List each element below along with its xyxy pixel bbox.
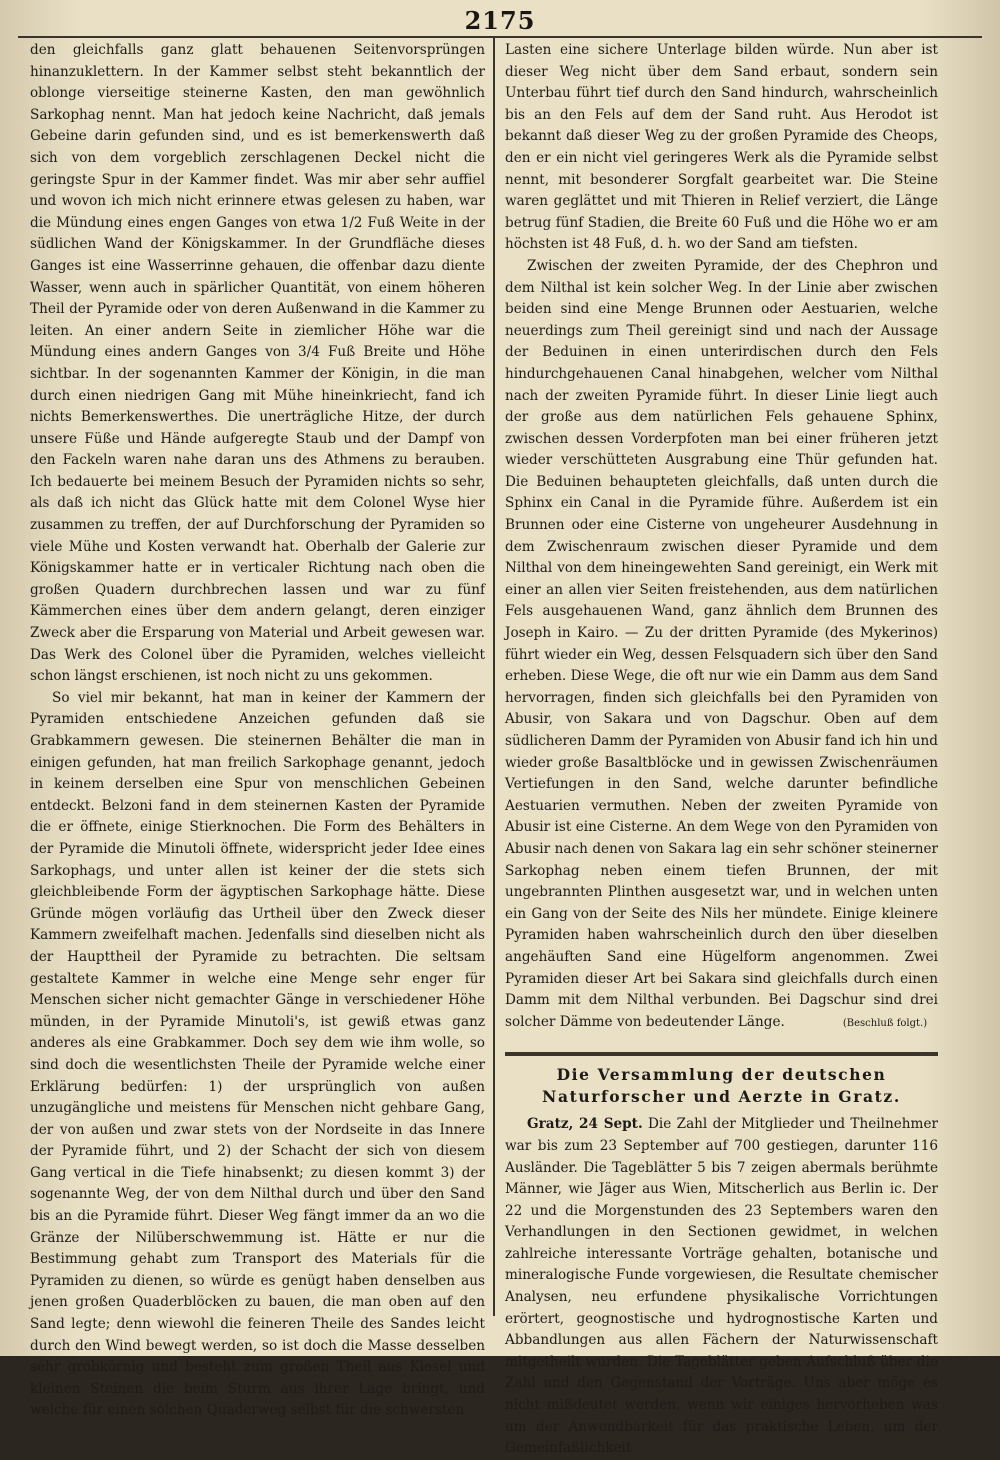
left-paragraph-1: den gleichfalls ganz glatt behauenen Seitenvorsprüngen hinanzuklettern. In der Kammer selbst steht bekanntlich der oblonge vierseitige steinerne Kasten, den man gewöhnlich Sarkophag nennt. Man hat jedoch keine Nachricht, daß jemals Gebeine darin gefunden sind, und es ist bemerkenswerth daß sich von dem vorgeblich zerschlagenen Deckel nicht die geringste Spur in der Kammer findet. Was mir aber sehr auffiel und wovon ich mich nicht erinnere etwas gelesen zu haben, war die Mündung eines engen Ganges von etwa 1/2 Fuß Weite in der südlichen Wand der Königskammer. In der Grundfläche dieses Ganges ist eine Wasserrinne gehauen, die offenbar dazu diente Wasser, wenn auch in spärlicher Quantität, von einem höheren Theil der Pyramide oder von deren Außenwand in die Kammer zu leiten. An einer andern Seite in ziemlicher Höhe war die Mündung eines andern Ganges von 3/4 Fuß Breite und Höhe sichtbar. In der sogenannten Kammer der Königin, in die man durch einen niedrigen Gang mit Mühe hineinkriecht, fand ich nichts Bemerkenswerthes. Die unerträgliche Hitze, der durch unsere Füße und Hände aufgeregte Staub und der Dampf von den Fackeln waren nahe daran uns des Athmens zu berauben. Ich bedauerte bei meinem Besuch der Pyramiden nichts so sehr, als daß ich nicht das Glück hatte mit dem Colonel Wyse hier zusammen zu treffen, der auf Durchforschung der Pyramiden so viele Mühe und Kosten verwandt hat. Oberhalb der Galerie zur Königskammer hatte er in verticaler Richtung nach oben die großen Quadern durchbrechen lassen und war zu fünf Kämmerchen eines über dem andern gelangt, deren einziger Zweck aber die Ersparung von Material und Arbeit gewesen war. Das Werk des Colonel über die Pyramiden, welches vielleicht schon längst erschienen, ist noch nicht zu uns gekommen.: [30, 42, 485, 685]
right-paragraph-2: [505, 256, 938, 1034]
continuation-note: (Beschluß folgt.): [842, 1017, 928, 1029]
right-paragraph-1: Lasten eine sichere Unterlage bilden würde. Nun aber ist dieser Weg nicht über dem Sand erbaut, sondern sein Unterbau führt tief durch den Sand hindurch, wahrscheinlich bis an den Fels auf dem der Sand ruht. Aus Herodot ist bekannt daß dieser Weg zu der großen Pyramide des Cheops, den er ein nicht viel geringeres Werk als die Pyramide selbst nennt, mit besonderer Sorgfalt gearbeitet war. Die Steine waren geglättet und mit Thieren in Relief verziert, die Länge betrug fünf Stadien, die Breite 60 Fuß und die Höhe wo er am höchsten ist 48 Fuß, d. h. wo der Sand am tiefsten.: [505, 42, 938, 253]
left-paragraph-2: So viel mir bekannt, hat man in keiner der Kammern der Pyramiden entschiedene Anzeichen gefunden daß sie Grabkammern gewesen. Die steinernen Behälter die man in einigen gefunden, hat man freilich Sarkophage genannt, jedoch in keinem derselben eine Spur von menschlichen Gebeinen entdeckt. Belzoni fand in dem steinernen Kasten der Pyramide die er öffnete, einige Stierknochen. Die Form des Behälters in der Pyramide die Minutoli öffnete, widerspricht jeder Idee eines Sarkophags, und unter allen ist keiner der die stets sich gleichbleibende Form der ägyptischen Sarkophage hätte. Diese Gründe mögen vorläufig das Urtheil über den Zweck dieser Kammern zweifelhaft machen. Jedenfalls sind dieselben nicht als der Haupttheil der Pyramide zu betrachten. Die seltsam gestaltete Kammer in welche eine Menge sehr enger für Menschen sicher nicht gemachter Gänge in verschiedener Höhe münden, in der Pyramide Minutoli's, ist gewiß etwas ganz anderes als eine Grabkammer. Doch sey dem wie ihm wolle, so sind doch die wesentlichsten Theile der Pyramide welche einer Erklärung bedürfen: 1) der ursprünglich von außen unzugängliche und meistens für Menschen nicht gehbare Gang, der von außen und zwar stets von der Nordseite in das Innere der Pyramide führt, und 2) der Schacht der sich von diesem Gang vertical in die Tiefe hinabsenkt; zu diesen kommt 3) der sogenannte Weg, der von dem Nilthal durch und über den Sand bis an die Pyramide führt. Dieser Weg fängt immer da an wo die Gränze der Nilüberschwemmung ist. Hätte er nur die Bestimmung gehabt zum Transport des Materials für die Pyramiden zu dienen, so würde es genügt haben denselben aus jenen großen Quaderblöcken zu bauen, die man oben auf den Sand legte; denn wiewohl die feineren Theile des Sandes leicht durch den Wind bewegt werden, so ist doch die Masse desselben sehr grobkörnig und besteht zum großen Theil aus Kiesel und kleinen Steinen die beim Sturm aus ihrer Lage bringt, und welche für einen solchen Quaderweg selbst für die schwersten: [30, 689, 485, 1419]
right-paragraph-2-text: Zwischen der zweiten Pyramide, der des Chephron und dem Nilthal ist kein solcher Weg. In der Linie aber zwischen beiden sind eine Menge Brunnen oder Aestuarien, welche neuerdings zum Theil gereinigt sind und nach der Aussage der Beduinen in einen unterirdischen durch den Fels hindurchgehauenen Canal hinabgehen, welcher vom Nilthal nach der zweiten Pyramide führt. In dieser Linie liegt auch der große aus dem natürlichen Fels gehauene Sphinx, zwischen dessen Vorderpfoten man bei einer früheren jetzt wieder verschütteten Ausgrabung eine Thür gefunden hat. Die Beduinen behaupteten gleichfalls, daß unten durch die Sphinx ein Canal in die Pyramide führe. Außerdem ist ein Brunnen oder eine Cisterne von ungeheurer Ausdehnung in dem Zwischenraum zwischen dieser Pyramide und dem Nilthal von dem hineingewehten Sand gereinigt, ein Werk mit einer an allen vier Seiten freistehenden, aus dem natürlichen Fels ausgehauenen Wand, ganz ähnlich dem Brunnen des Joseph in Kairo. — Zu der dritten Pyramide (des Mykerinos) führt wieder ein Weg, dessen Felsquadern sich über den Sand erheben. Diese Wege, die oft nur wie ein Damm aus dem Sand hervorragen, finden sich gleichfalls bei den Pyramiden von Abusir, von Sakara und von Dagschur. Oben auf dem südlicheren Damm der Pyramiden von Abusir fand ich hin und wieder große Basaltblöcke und in gewissen Zwischenräumen Vertiefungen in den Sand, welche darunter befindliche Aestuarien vermuthen. Neben der zweiten Pyramide von Abusir ist eine Cisterne. An dem Wege von den Pyramiden von Abusir nach denen von Sakara lag ein sehr schöner steinerner Sarkophag neben einem tiefen Brunnen, der mit ungebrannten Plinthen ausgesetzt war, und in welchen unten ein Gang von der Seite des Nils her mündete. Einige kleinere Pyramiden haben wahrscheinlich durch den über dieselben angehäuften Sand eine Hügelform angenommen. Zwei Pyramiden dieser Art bei Sakara sind gleichfalls durch einen Damm mit dem Nilthal verbunden. Bei Dagschur sind drei solcher Dämme von bedeutender Länge.: [505, 257, 938, 1030]
section-body: Die Zahl der Mitglieder und Theilnehmer war bis zum 23 September auf 700 gestiegen, darunter 116 Ausländer. Die Tageblätter 5 bis 7 zeigen abermals berühmte Männer, wie Jäger aus Wien, Mitscherlich aus Berlin ic. Der 22 und die Morgenstunden des 23 Septembers waren den Verhandlungen in den Sectionen gewidmet, in welchen zahlreiche interessante Vorträge gehalten, botanische und mineralogische Funde vorgewiesen, die Resultate chemischer Analysen, neu erfundene physikalische Vorrichtungen erörtert, geognostische und hydrognostische Karten und Abbandlungen aus allen Fächern der Naturwissenschaft mitgetheilt wurden. Die Tageblätter geben Aufschluß über die Zahl und den Gegenstand der Vorträge. Uns aber möge es nicht mißdeutet werden, wenn wir einiges hervorheben was um der Anwendbarkeit für das praktische Leben, um der Gemeinfaßlichkeit: [505, 1116, 938, 1457]
section-divider: [505, 1052, 938, 1056]
dateline: Gratz, 24 Sept.: [527, 1116, 643, 1133]
header-rule: [18, 36, 982, 38]
left-column: [30, 40, 485, 1422]
column-divider: [493, 38, 495, 1316]
section-paragraph: [505, 1114, 938, 1460]
right-column: [505, 40, 938, 1460]
page-number: 2175: [464, 6, 536, 35]
section-title: Die Versammlung der deutschen Naturforscher und Aerzte in Gratz.: [542, 1065, 901, 1107]
